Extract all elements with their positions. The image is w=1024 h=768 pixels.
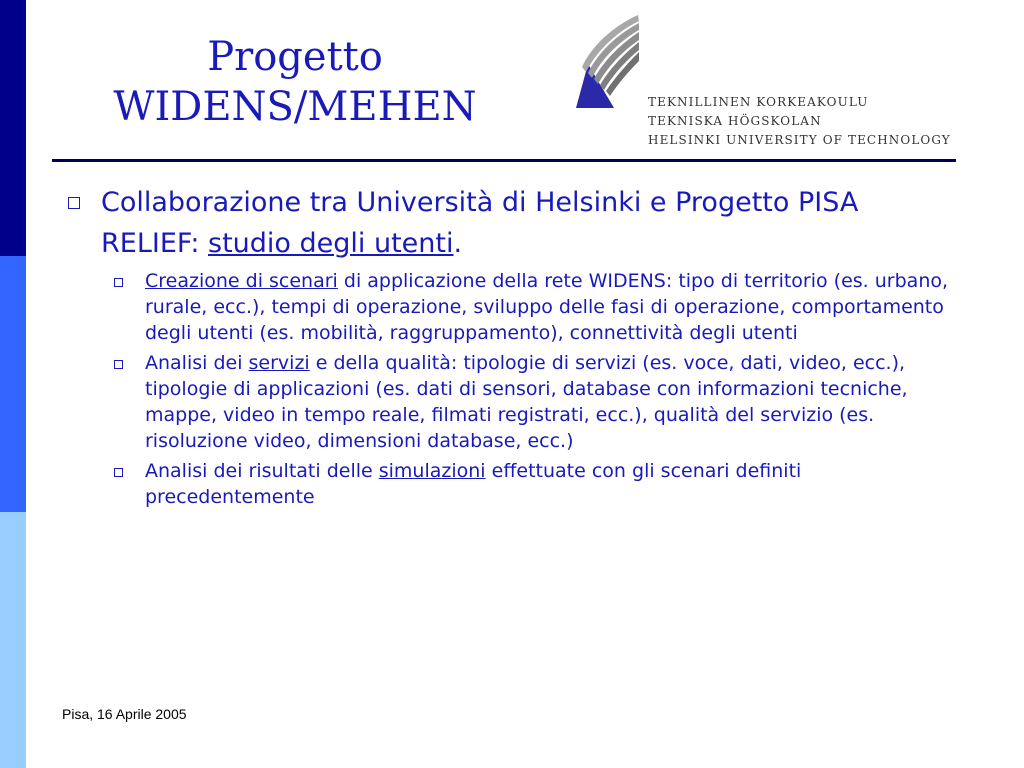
main-bullet-end: . xyxy=(453,228,463,259)
servizi-link[interactable]: servizi xyxy=(248,352,310,374)
main-bullet-text: Collaborazione tra Università di Helsinki e Progetto PISA RELIEF: xyxy=(101,187,859,259)
simulazioni-link[interactable]: simulazioni xyxy=(378,460,486,482)
square-bullet-icon xyxy=(114,360,123,369)
simulazioni-text: effettuate con gli scenari definiti precedentemente xyxy=(145,460,802,508)
scenari-text: di applicazione della rete WIDENS: tipo di territorio (es. urbano, rurale, ecc.), tempi di operazione, sviluppo delle fasi di operazione, comportamento degli utenti (es. mobilità, raggruppamento), connettività degli utenti xyxy=(145,270,949,344)
slide-footer: Pisa, 16 Aprile 2005 xyxy=(62,706,187,722)
scenari-link[interactable]: Creazione di scenari xyxy=(145,270,338,292)
square-bullet-icon xyxy=(114,278,123,287)
simulazioni-prefix: Analisi dei risultati delle xyxy=(145,460,379,482)
sub-bullet-simulazioni xyxy=(64,458,964,510)
side-bar-light xyxy=(0,512,26,768)
square-bullet-icon xyxy=(68,197,80,209)
hut-logo-icon xyxy=(566,12,646,112)
university-name xyxy=(648,93,951,150)
slide-title xyxy=(60,32,530,132)
main-bullet xyxy=(64,182,964,264)
slide-content xyxy=(64,182,964,514)
side-bar-dark xyxy=(0,0,26,256)
side-bar-medium xyxy=(0,256,26,512)
title-line-1: Progetto xyxy=(207,34,383,80)
university-line-1: TEKNILLINEN KORKEAKOULU xyxy=(648,95,869,109)
square-bullet-icon xyxy=(114,468,123,477)
servizi-prefix: Analisi dei xyxy=(145,352,249,374)
main-bullet-link[interactable]: studio degli utenti xyxy=(208,228,454,259)
sub-bullet-list xyxy=(64,268,964,510)
university-line-3: HELSINKI UNIVERSITY OF TECHNOLOGY xyxy=(648,133,951,147)
servizi-text: e della qualità: tipologie di servizi (es. voce, dati, video, ecc.), tipologie di applicazioni (es. dati di sensori, database con informazioni tecniche, mappe, video in tempo reale, filmati registrati, ecc.), qualità del servizio (es. risoluzione video, dimensioni database, ecc.) xyxy=(145,352,908,452)
title-divider xyxy=(52,159,956,162)
university-line-2: TEKNISKA HÖGSKOLAN xyxy=(648,114,822,128)
sub-bullet-servizi xyxy=(64,350,964,454)
title-line-2: WIDENS/MEHEN xyxy=(113,84,477,130)
sub-bullet-scenari xyxy=(64,268,964,346)
